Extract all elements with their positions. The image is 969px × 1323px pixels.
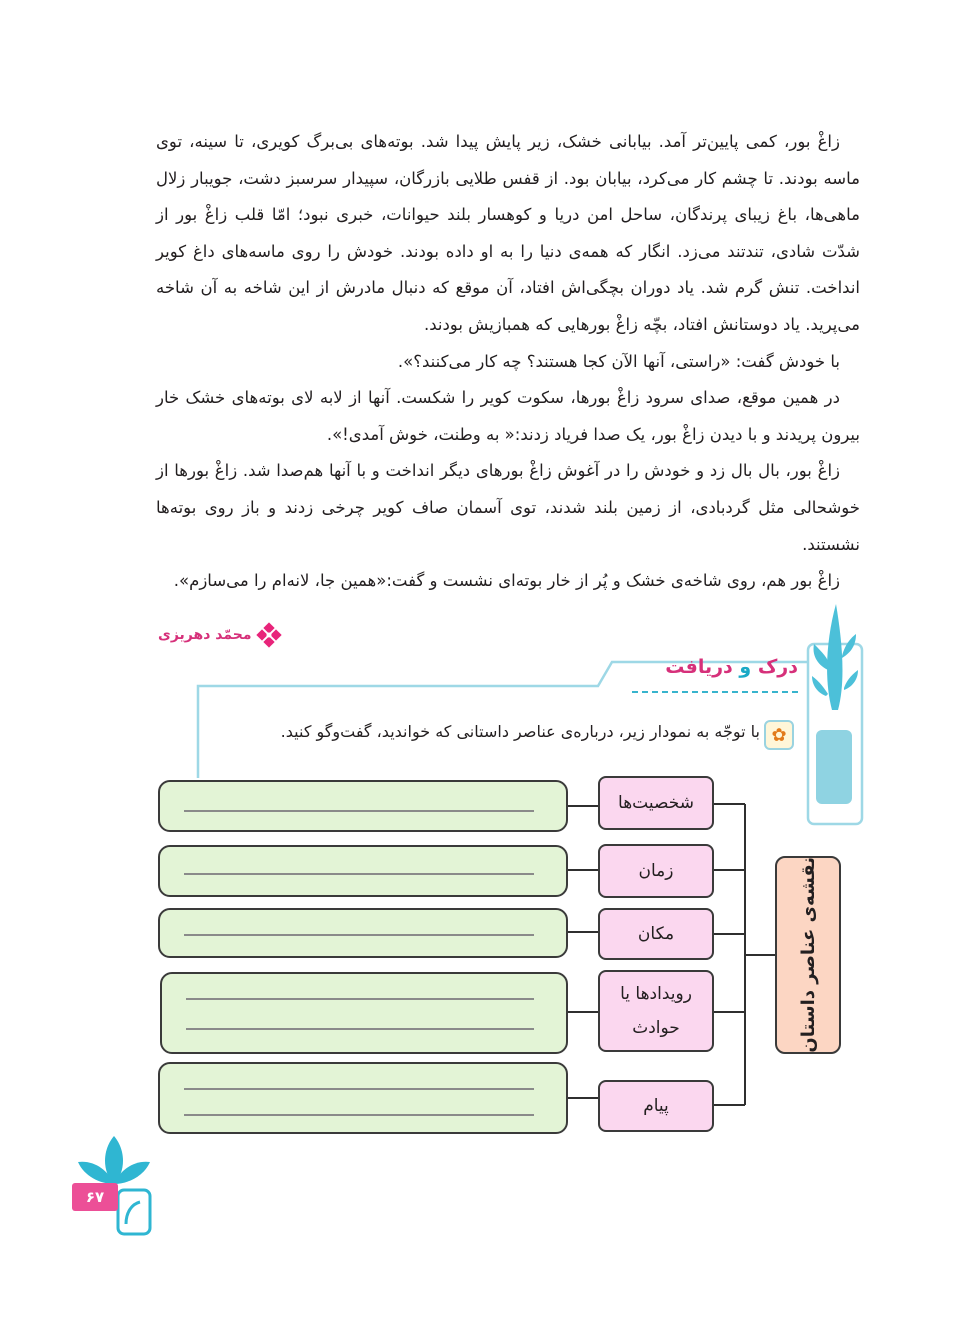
- element-characters: [598, 776, 714, 830]
- section-title-part2: دریافت: [665, 656, 733, 678]
- answer-box-message[interactable]: [158, 1062, 568, 1134]
- answer-line: [184, 810, 534, 812]
- answer-line: [186, 998, 534, 1000]
- main-box-label: نقشه‌ی عناصر داستان: [797, 857, 819, 1053]
- plant-banner-decoration: [806, 600, 864, 826]
- element-characters-label: شخصیت‌ها: [618, 793, 694, 813]
- answer-line: [186, 1028, 534, 1030]
- answer-box-events[interactable]: [160, 972, 568, 1054]
- story-paragraph-4: زاغْ بور، بال بال زد و خودش را در آغوش زاغْ بورهای دیگر انداخت و با آنها هم‌صدا شد. زاغْ بورها از خوشحالی مثل گردبادی، از زمین بلند شدند، توی آسمان صاف کویر چرخی زدند و باز روی بوته‌ها نشستند.: [156, 461, 860, 554]
- section-title: [638, 656, 798, 678]
- story-paragraph-2: با خودش گفت: «راستی، آنها الآن کجا هستند؟ چه کار می‌کنند؟».: [397, 351, 840, 371]
- element-events-label: رویدادها یا حوادث: [620, 984, 692, 1038]
- answer-box-characters[interactable]: [158, 780, 568, 832]
- page-number: ۶۷: [72, 1183, 118, 1211]
- story-paragraph-1: زاغْ بور، کمی پایین‌تر آمد. بیابانی خشک، زیر پایش پیدا شد. بوته‌های بی‌برگ کویری، تا سینه، توی ماسه بودند. تا چشم کار می‌کرد، بیابان بود. از قفس طلایی بازرگان، سپیدار سرسبز دشت، جویبار زلال ماهی‌ها، باغ زیبای پرندگان، ساحل امن دریا و کوهسار بلند حیوانات، خبری نبود؛ امّا قلب زاغْ بور از شدّت شادی، تندتند می‌زد. انگار که همه‌ی دنیا را به او داده بودند. خودش را روی ماسه‌های داغ کویر انداخت. تنش گرم شد. یاد دوران بچگی‌اش افتاد، آن موقع که دنبال مادرش از این شاخه به آن شاخه می‌پرید. یاد دوستانش افتاد، بچّه زاغْ بورهایی که همبازیش بودند.: [156, 132, 860, 334]
- instruction-text: با توجّه به نمودار زیر، درباره‌ی عناصر داستانی که خواندید، گفت‌وگو کنید.: [280, 722, 760, 741]
- story-text: [156, 124, 860, 600]
- element-place-label: مکان: [637, 924, 675, 944]
- element-time-label: زمان: [638, 861, 674, 881]
- section-title-part1: درک: [757, 656, 798, 678]
- story-elements-main-box: [775, 856, 841, 1054]
- section-title-and: و: [739, 656, 752, 678]
- answer-line: [184, 934, 534, 936]
- author-name: محمّد دهریزی: [158, 627, 252, 643]
- author-credit: [158, 622, 282, 648]
- answer-line: [184, 1114, 534, 1116]
- element-time: [598, 844, 714, 898]
- element-message-label: پیام: [643, 1096, 669, 1116]
- answer-line: [184, 873, 534, 875]
- element-events: [598, 970, 714, 1052]
- answer-line: [184, 1088, 534, 1090]
- discussion-icon: ✿: [764, 720, 794, 750]
- story-paragraph-5: زاغْ بور هم، روی شاخه‌ی خشک و پُر از خار بوته‌ای نشست و گفت:«همین جا، لانه‌ام را می‌سازم».: [173, 571, 840, 591]
- element-message: [598, 1080, 714, 1132]
- answer-box-place[interactable]: [158, 908, 568, 958]
- element-place: [598, 908, 714, 960]
- story-paragraph-3: در همین موقع، صدای سرود زاغْ بورها، سکوت کویر را شکست. آنها از لابه لای بوته‌های خشک خار بیرون پریدند و با دیدن زاغْ بور، یک صدا فریاد زدند:« به وطنت، خوش آمدی!».: [156, 388, 860, 444]
- flower-icon: [256, 622, 282, 648]
- answer-box-time[interactable]: [158, 845, 568, 897]
